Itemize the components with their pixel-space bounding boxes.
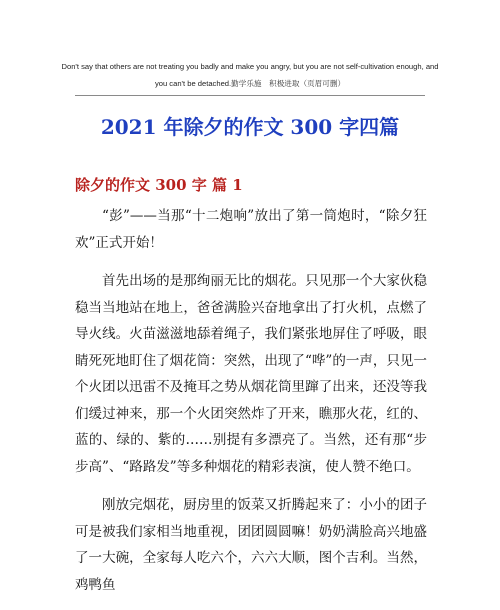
document-title: 2021 年除夕的作文 300 字四篇 <box>100 115 400 139</box>
paragraph-2: 首先出场的是那绚丽无比的烟花。只见那一个大家伙稳稳当当地站在地上，爸爸满脸兴奋地拿出了打火机，点燃了导火线。火苗滋滋地舔着绳子，我们紧张地屏住了呼吸，眼睛死死地盯住了烟花筒：突然，出现了“哗”的一声，只见一个火团以迅雷不及掩耳之势从烟花筒里蹿了出来，还没等我们缓过神来，那一个火团突然炸了开来，瞧那火花，红的、蓝的、绿的、紫的……别提有多漂亮了。当然，还有那“步步高”、“路路发”等多种烟花的精彩表演，使人赞不绝口。 <box>75 273 427 475</box>
body-text <box>75 203 427 610</box>
section-heading: 除夕的作文 300 字 篇 1 <box>75 176 243 194</box>
paragraph-3: 刚放完烟花，厨房里的饭菜又折腾起来了：小小的团子可是被我们家相当地重视，团团圆圆嘛！奶奶满脸高兴地盛了一大碗，全家每人吃六个，六六大顺，图个吉利。当然，鸡鸭鱼 <box>75 497 427 593</box>
header-extra-note: 勤学乐施 积极进取（页眉可删） <box>231 79 346 88</box>
paragraph-1: “彭”——当那“十二炮响”放出了第一筒炮时，“除夕狂欢”正式开始！ <box>75 208 427 251</box>
header-quote-line2 <box>60 75 440 92</box>
header-quote-line1: Don't say that others are not treating you badly and make you angry, but you are not self-cultivation enough, and <box>61 62 439 71</box>
header-divider <box>75 95 425 96</box>
page-header <box>60 58 440 92</box>
header-quote-end: you can't be detached. <box>154 79 232 88</box>
